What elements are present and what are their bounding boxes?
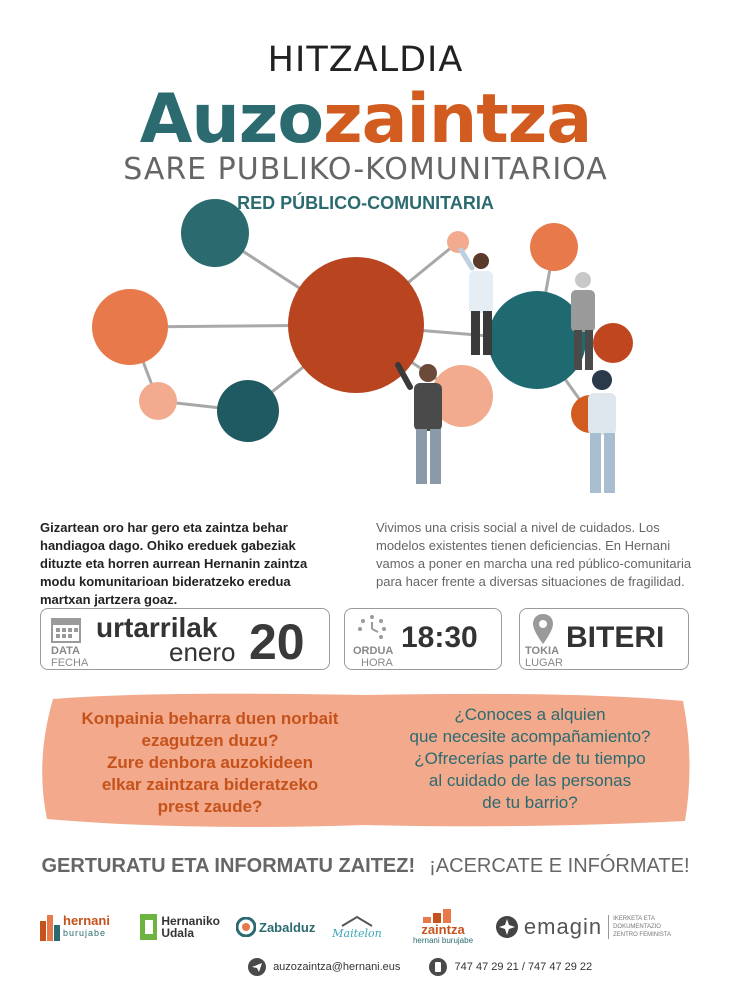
time-box <box>344 608 502 670</box>
logo-emagin <box>495 907 700 947</box>
calendar-icon <box>51 615 81 643</box>
emagin-text: emagin <box>523 914 603 939</box>
date-month-spanish: enero <box>169 637 236 667</box>
location-pin-icon <box>532 613 554 645</box>
date-label-basque: DATA <box>51 645 80 657</box>
zabalduz-mark-icon <box>236 917 256 937</box>
time-label-spanish: HORA <box>361 657 393 669</box>
event-type: HITZALDIA <box>267 40 464 80</box>
question-line: ¿Conoces a alquien <box>454 705 606 724</box>
node-peach-tiny <box>447 231 469 253</box>
place-label-basque: TOKIA <box>525 645 560 657</box>
question-line: de tu barrio? <box>482 793 578 812</box>
question-line: al cuidado de las personas <box>428 771 632 790</box>
place-value: BITERI <box>566 621 665 654</box>
question-line: Konpainia beharra duen norbait <box>81 709 339 728</box>
udala-shield-icon <box>140 914 157 940</box>
node-rust-right <box>593 323 633 363</box>
date-month-basque: urtarrilak <box>96 612 218 643</box>
question-line: ezagutzen duzu? <box>141 731 279 750</box>
time-label-basque: ORDUA <box>353 645 394 657</box>
question-line: elkar zaintzara bideratzeko <box>101 775 319 794</box>
clock-icon <box>357 614 387 644</box>
node-orange-left <box>92 289 168 365</box>
page-title <box>0 80 731 159</box>
zaintza-subtext: hernani burujabe <box>412 936 474 945</box>
questions-basque <box>55 708 365 818</box>
date-label-spanish: FECHA <box>51 657 89 669</box>
cta-basque: GERTURATU ETA INFORMATU ZAITEZ! <box>41 855 416 877</box>
contact-email[interactable]: auzozaintza@hernani.eus <box>273 960 401 973</box>
phone-icon <box>429 958 447 976</box>
questions-spanish <box>380 704 680 814</box>
person-light-blue <box>588 370 616 493</box>
question-line: ¿Ofrecerías parte de tu tiempo <box>414 749 646 768</box>
hernani-burujabe-mark-icon <box>40 913 60 941</box>
node-teal-bottom <box>217 380 279 442</box>
logo-hernani-burujabe <box>40 907 120 947</box>
node-orange-top-right <box>530 223 578 271</box>
emagin-subtext-1: IKERKETA ETA DOKUMENTAZIO <box>613 916 661 930</box>
maitelon-text: Maitelon <box>332 926 382 940</box>
title-part-auzo: Auzo <box>139 80 324 159</box>
zaintza-text: zaintza <box>421 922 465 937</box>
intro-text-spanish: Vivimos una crisis social a nivel de cuidados. Los modelos existentes tienen deficiencias. En Hernani vamos a poner en marcha una red público-comunitaria para hacer frente a diversas situaciones de fragilidad. <box>376 520 692 589</box>
udala-text-1: Hernaniko <box>161 914 220 928</box>
logo-maitelon <box>332 907 382 947</box>
node-teal-top-left <box>181 199 249 267</box>
zaintza-bars-icon <box>423 909 463 923</box>
logo-zabalduz <box>236 907 316 947</box>
zabalduz-text: Zabalduz <box>259 919 316 935</box>
intro-text-basque: Gizartean oro har gero eta zaintza behar handiagoa dago. Ohiko ereduek gabeziak dituzte eta horren aurrean Hernanin zaintza modu komunitarioan bideratzeko eredua martxan jartzera goaz. <box>40 520 308 607</box>
place-label-spanish: LUGAR <box>525 657 563 669</box>
date-day: 20 <box>249 614 305 670</box>
cta-spanish: ¡ACERCATE E INFÓRMATE! <box>429 855 690 877</box>
question-line: prest zaude? <box>157 797 263 816</box>
emagin-subtext-2: ZENTRO FEMINISTA <box>613 932 671 938</box>
time-value: 18:30 <box>401 621 478 654</box>
title-part-zaintza: zaintza <box>323 80 592 159</box>
date-box <box>40 608 330 670</box>
logo-hernaniko-udala <box>140 907 220 947</box>
contact-phones[interactable]: 747 47 29 21 / 747 47 29 22 <box>454 960 593 973</box>
hernani-burujabe-text: hernani <box>63 913 110 928</box>
maitelon-roof-icon <box>340 915 374 927</box>
call-to-action <box>0 855 731 878</box>
email-icon <box>248 958 266 976</box>
question-line: Zure denbora auzokideen <box>107 753 313 772</box>
person-white-coat <box>461 250 493 355</box>
subtitle-spanish: RED PÚBLICO-COMUNITARIA <box>237 193 494 213</box>
sponsor-logos <box>40 907 700 947</box>
hernani-burujabe-subtext: burujabe <box>63 928 107 938</box>
network-illustration <box>80 195 640 505</box>
contact-line <box>248 958 592 976</box>
udala-text-2: Udala <box>161 926 194 940</box>
node-peach-small <box>139 382 177 420</box>
place-box <box>519 608 689 670</box>
logo-zaintza <box>398 907 488 947</box>
question-line: que necesite acompañamiento? <box>409 727 651 746</box>
subtitle-basque: SARE PUBLIKO-KOMUNITARIOA <box>123 152 608 187</box>
emagin-star-icon <box>495 915 518 939</box>
